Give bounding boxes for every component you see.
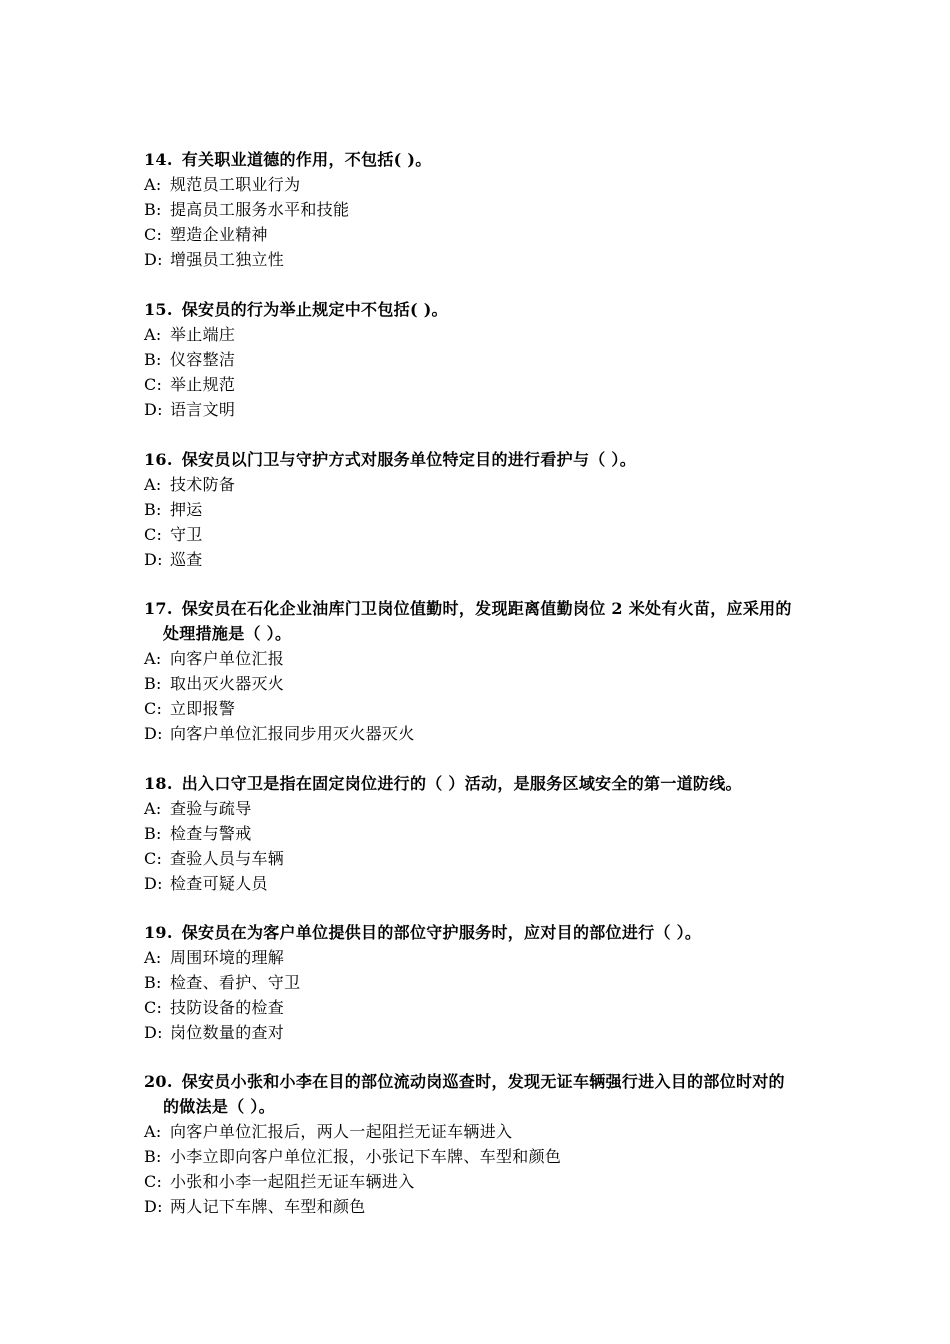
option-text: 向客户单位汇报 [170,649,285,668]
answer-option [144,1194,824,1219]
question-stem [144,447,824,472]
option-text: 举止端庄 [170,325,236,344]
question-stem-text: 有关职业道德的作用，不包括( )。 [181,150,432,169]
option-letter: B: [144,1147,162,1166]
answer-option [144,347,824,372]
question-stem [144,596,824,621]
option-text: 小李立即向客户单位汇报，小张记下车牌、车型和颜色 [170,1147,562,1166]
answer-option [144,721,824,746]
answer-option [144,671,824,696]
answer-option [144,1119,824,1144]
option-text: 仪容整洁 [170,350,236,369]
option-letter: D: [144,874,163,893]
answer-option [144,821,824,846]
answer-option [144,646,824,671]
option-letter: A: [144,799,162,818]
option-text: 增强员工独立性 [170,250,285,269]
option-letter: B: [144,500,162,519]
option-letter: D: [144,250,163,269]
question-stem-text: 处理措施是（ ）。 [163,624,292,643]
option-letter: D: [144,724,163,743]
option-text: 巡查 [170,550,203,569]
question-20 [144,1069,824,1219]
question-stem-text: 保安员在石化企业油库门卫岗位值勤时，发现距离值勤岗位 2 米处有火苗，应采用的 [181,599,792,618]
question-number: 20. [144,1072,173,1091]
option-letter: D: [144,400,163,419]
question-16 [144,447,824,572]
question-stem-text: 保安员以门卫与守护方式对服务单位特定目的进行看护与（ ）。 [181,450,637,469]
option-text: 向客户单位汇报同步用灭火器灭火 [170,724,415,743]
option-text: 规范员工职业行为 [170,175,301,194]
answer-option [144,322,824,347]
option-letter: C: [144,525,163,544]
answer-option [144,696,824,721]
option-letter: B: [144,350,162,369]
option-letter: B: [144,674,162,693]
answer-option [144,871,824,896]
option-letter: D: [144,1023,163,1042]
option-text: 提高员工服务水平和技能 [170,200,350,219]
option-letter: C: [144,699,163,718]
question-stem-text: 保安员的行为举止规定中不包括( )。 [181,300,448,319]
question-15 [144,297,824,422]
question-stem [144,1069,824,1094]
option-letter: C: [144,375,163,394]
question-stem-continuation [144,1094,824,1119]
answer-option [144,372,824,397]
question-stem [144,771,824,796]
question-17 [144,596,824,746]
answer-option [144,522,824,547]
answer-option [144,172,824,197]
answer-option [144,796,824,821]
option-letter: A: [144,1122,162,1141]
question-14 [144,147,824,272]
answer-option [144,945,824,970]
option-text: 押运 [170,500,203,519]
option-text: 两人记下车牌、车型和颜色 [170,1197,366,1216]
question-number: 17. [144,599,173,618]
option-text: 检查与警戒 [170,824,252,843]
option-letter: C: [144,849,163,868]
question-18 [144,771,824,896]
option-letter: D: [144,1197,163,1216]
option-letter: C: [144,225,163,244]
option-text: 技术防备 [170,475,236,494]
question-stem-text: 的做法是（ ）。 [163,1097,275,1116]
option-text: 检查、看护、守卫 [170,973,301,992]
option-text: 举止规范 [170,375,236,394]
option-letter: B: [144,824,162,843]
option-text: 岗位数量的查对 [170,1023,285,1042]
option-text: 取出灭火器灭火 [170,674,285,693]
option-letter: B: [144,200,162,219]
option-letter: B: [144,973,162,992]
answer-option [144,1020,824,1045]
answer-option [144,222,824,247]
answer-option [144,547,824,572]
question-stem [144,147,824,172]
option-text: 向客户单位汇报后，两人一起阻拦无证车辆进入 [170,1122,513,1141]
answer-option [144,247,824,272]
question-number: 16. [144,450,173,469]
question-stem-continuation [144,621,824,646]
answer-option [144,1144,824,1169]
question-stem-text: 出入口守卫是指在固定岗位进行的（ ）活动，是服务区域安全的第一道防线。 [181,774,742,793]
answer-option [144,1169,824,1194]
question-number: 15. [144,300,173,319]
option-letter: A: [144,325,162,344]
answer-option [144,472,824,497]
option-text: 小张和小李一起阻拦无证车辆进入 [170,1172,415,1191]
option-letter: C: [144,1172,163,1191]
option-text: 查验与疏导 [170,799,252,818]
answer-option [144,970,824,995]
answer-option [144,197,824,222]
option-letter: A: [144,948,162,967]
question-stem-text: 保安员在为客户单位提供目的部位守护服务时，应对目的部位进行（ ）。 [181,923,702,942]
question-number: 14. [144,150,173,169]
answer-option [144,397,824,422]
question-stem-text: 保安员小张和小李在目的部位流动岗巡查时，发现无证车辆强行进入目的部位时对的 [181,1072,785,1091]
question-stem [144,920,824,945]
question-number: 18. [144,774,173,793]
option-text: 语言文明 [170,400,236,419]
option-text: 查验人员与车辆 [170,849,285,868]
option-text: 守卫 [170,525,203,544]
answer-option [144,497,824,522]
option-text: 塑造企业精神 [170,225,268,244]
option-letter: A: [144,475,162,494]
option-letter: A: [144,175,162,194]
option-letter: A: [144,649,162,668]
answer-option [144,846,824,871]
question-19 [144,920,824,1045]
option-text: 立即报警 [170,699,236,718]
option-text: 周围环境的理解 [170,948,285,967]
option-text: 技防设备的检查 [170,998,285,1017]
option-letter: D: [144,550,163,569]
option-letter: C: [144,998,163,1017]
question-number: 19. [144,923,173,942]
question-stem [144,297,824,322]
option-text: 检查可疑人员 [170,874,268,893]
answer-option [144,995,824,1020]
